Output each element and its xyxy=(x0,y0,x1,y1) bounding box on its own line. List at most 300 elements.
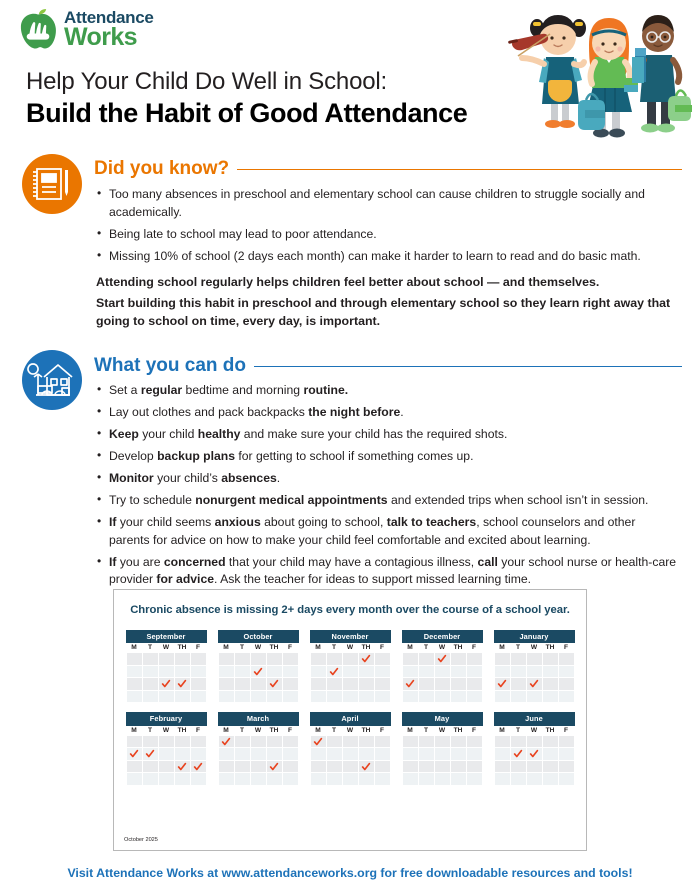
calendar-day-cell xyxy=(282,735,298,748)
calendar-day-cell xyxy=(218,748,234,761)
calendar-week-row xyxy=(310,760,390,773)
calendar-day-cell xyxy=(126,665,142,678)
check-icon xyxy=(175,761,190,773)
calendar-week-row xyxy=(218,735,298,748)
day-header: M xyxy=(494,643,510,653)
calendar-day-cell xyxy=(494,690,510,703)
calendar-day-cell xyxy=(126,678,142,691)
month-block xyxy=(310,630,391,703)
calendar-week-row xyxy=(218,665,298,678)
month-grid xyxy=(494,643,575,703)
calendar-day-cell xyxy=(142,690,158,703)
calendar-day-cell xyxy=(494,665,510,678)
calendar-day-cell xyxy=(190,653,206,666)
calendar-day-cell xyxy=(310,748,326,761)
brand-wordmark xyxy=(64,9,154,50)
month-block xyxy=(218,712,299,785)
did-you-know-body xyxy=(96,186,674,331)
page-title-line1: Help Your Child Do Well in School: xyxy=(26,68,387,95)
calendar-day-cell xyxy=(250,678,266,691)
calendar-day-cell xyxy=(158,760,174,773)
check-icon xyxy=(219,736,234,748)
logo-attendance-text: Attendance xyxy=(64,7,154,27)
calendar-week-row xyxy=(126,678,206,691)
calendar-week-row xyxy=(310,773,390,786)
month-grid xyxy=(310,643,391,703)
calendar-day-cell xyxy=(158,748,174,761)
calendar-day-cell xyxy=(418,760,434,773)
calendar-day-cell xyxy=(418,748,434,761)
calendar-day-cell xyxy=(342,748,358,761)
day-header: TH xyxy=(450,643,466,653)
check-icon xyxy=(311,736,326,748)
calendar-day-cell xyxy=(402,665,418,678)
calendar-day-cell xyxy=(158,735,174,748)
calendar-day-cell xyxy=(190,748,206,761)
calendar-week-row xyxy=(402,653,482,666)
calendar-day-cell xyxy=(418,773,434,786)
calendar-day-cell xyxy=(234,653,250,666)
calendar-week-row xyxy=(494,678,574,691)
calendar-day-cell xyxy=(466,678,482,691)
did-you-know-heading xyxy=(94,158,682,180)
calendar-day-cell xyxy=(402,735,418,748)
house-home-icon xyxy=(22,350,82,410)
list-item xyxy=(96,226,674,244)
calendar-day-cell xyxy=(558,653,574,666)
calendar-day-cell xyxy=(402,760,418,773)
month-name: October xyxy=(218,630,299,643)
check-icon xyxy=(527,678,542,690)
section-heading-text: Did you know? xyxy=(94,158,230,179)
calendar-day-cell xyxy=(218,773,234,786)
calendar-day-cell xyxy=(234,665,250,678)
calendar-day-cell xyxy=(326,748,342,761)
day-header: F xyxy=(558,643,574,653)
calendar-day-cell xyxy=(174,690,190,703)
calendar-day-cell xyxy=(542,748,558,761)
calendar-day-cell xyxy=(558,690,574,703)
list-item xyxy=(96,448,678,466)
calendar-day-cell xyxy=(450,748,466,761)
month-block xyxy=(494,630,575,703)
calendar-day-cell xyxy=(510,773,526,786)
check-icon xyxy=(511,748,526,760)
calendar-week-row xyxy=(218,760,298,773)
day-header: W xyxy=(526,726,542,736)
calendar-week-row xyxy=(494,760,574,773)
calendar-day-cell xyxy=(466,748,482,761)
day-header: W xyxy=(158,643,174,653)
calendar-week-row xyxy=(126,748,206,761)
calendar-day-cell xyxy=(234,760,250,773)
calendar-day-cell xyxy=(282,690,298,703)
calendar-day-cell xyxy=(266,690,282,703)
calendar-day-cell xyxy=(174,748,190,761)
calendar-day-cell xyxy=(158,773,174,786)
what-you-can-do-heading xyxy=(94,355,682,377)
calendar-day-cell xyxy=(510,690,526,703)
calendar-day-cell xyxy=(174,773,190,786)
calendar-day-cell xyxy=(450,735,466,748)
calendar-day-cell xyxy=(342,760,358,773)
calendar-day-cell xyxy=(510,653,526,666)
calendar-day-cell-absent xyxy=(174,760,190,773)
bullet-text: routine. xyxy=(303,383,349,397)
bullet-text: anxious xyxy=(214,515,261,529)
calendar-day-cell xyxy=(218,665,234,678)
calendar-day-cell xyxy=(542,653,558,666)
what-you-can-do-bullet-list xyxy=(96,382,678,589)
calendar-day-cell xyxy=(526,653,542,666)
month-name: November xyxy=(310,630,391,643)
day-header: T xyxy=(234,643,250,653)
calendar-day-cell xyxy=(342,653,358,666)
bullet-text: for getting to school if something comes up. xyxy=(235,449,474,463)
bullet-text: for advice xyxy=(156,572,214,586)
day-header: TH xyxy=(174,643,190,653)
what-you-can-do-body xyxy=(96,382,678,593)
calendar-day-cell xyxy=(342,665,358,678)
calendar-week-row xyxy=(310,748,390,761)
calendar-day-cell xyxy=(402,773,418,786)
calendar-day-cell xyxy=(310,653,326,666)
month-block xyxy=(494,712,575,785)
calendar-day-cell xyxy=(494,760,510,773)
day-header: W xyxy=(526,643,542,653)
calendar-day-cell xyxy=(542,690,558,703)
day-header: W xyxy=(158,726,174,736)
check-icon xyxy=(359,653,374,665)
calendar-day-cell xyxy=(282,748,298,761)
check-icon xyxy=(327,666,342,678)
day-header: TH xyxy=(542,726,558,736)
calendar-day-cell xyxy=(250,735,266,748)
month-grid xyxy=(310,726,391,786)
calendar-day-cell xyxy=(282,760,298,773)
month-block xyxy=(126,712,207,785)
calendar-day-cell xyxy=(466,690,482,703)
day-header: M xyxy=(218,643,234,653)
day-header: TH xyxy=(358,643,374,653)
bullet-text: concerned xyxy=(163,554,226,569)
calendar-day-cell xyxy=(250,653,266,666)
calendar-day-cell xyxy=(358,678,374,691)
calendar-day-cell xyxy=(142,735,158,748)
day-header: M xyxy=(126,643,142,653)
calendar-day-cell xyxy=(450,678,466,691)
calendar-day-cell xyxy=(342,773,358,786)
calendar-day-cell xyxy=(326,773,342,786)
notebook-pencil-icon xyxy=(22,154,82,214)
check-icon xyxy=(435,653,450,665)
bullet-text: that your child may have a contagious illness, xyxy=(225,554,478,569)
calendar-week-row xyxy=(126,773,206,786)
check-icon xyxy=(159,678,174,690)
calendar-day-cell xyxy=(418,690,434,703)
day-header: M xyxy=(310,643,326,653)
month-name: April xyxy=(310,712,391,725)
day-header: M xyxy=(402,726,418,736)
calendar-day-cell xyxy=(342,678,358,691)
calendar-day-cell xyxy=(174,735,190,748)
check-icon xyxy=(191,761,206,773)
calendar-day-cell xyxy=(402,690,418,703)
calendar-day-cell xyxy=(558,748,574,761)
calendar-day-cell xyxy=(526,735,542,748)
day-header: F xyxy=(190,643,206,653)
calendar-day-cell xyxy=(310,678,326,691)
list-item xyxy=(96,382,678,400)
kicker-line-2: Start building this habit in preschool and through elementary school so they learn right away that going to school on time, every day, is important. xyxy=(96,295,671,328)
calendar-day-cell xyxy=(266,665,282,678)
calendar-day-cell xyxy=(542,760,558,773)
calendar-day-cell-absent xyxy=(266,760,282,773)
calendar-day-cell xyxy=(126,690,142,703)
calendar-day-cell xyxy=(310,665,326,678)
calendar-day-cell xyxy=(558,735,574,748)
calendar-day-cell xyxy=(234,690,250,703)
calendar-week-row xyxy=(494,748,574,761)
calendar-week-row xyxy=(402,773,482,786)
calendar-day-cell xyxy=(250,773,266,786)
calendar-day-cell xyxy=(418,735,434,748)
calendar-month-row xyxy=(114,630,586,703)
bullet-text: healthy xyxy=(197,427,241,441)
bullet-text: . xyxy=(276,471,281,485)
month-block xyxy=(402,712,483,785)
calendar-day-cell xyxy=(434,773,450,786)
day-header: T xyxy=(418,726,434,736)
bullet-text: Develop xyxy=(109,449,158,463)
calendar-day-cell xyxy=(310,773,326,786)
day-header: T xyxy=(326,726,342,736)
calendar-title: Chronic absence is missing 2+ days every month over the course of a school year. xyxy=(130,604,570,616)
bullet-text: talk to teachers xyxy=(386,515,477,529)
calendar-day-cell xyxy=(234,748,250,761)
check-icon xyxy=(143,748,158,760)
calendar-day-cell xyxy=(374,665,390,678)
calendar-day-cell xyxy=(234,678,250,691)
day-header: M xyxy=(402,643,418,653)
bullet-text: and make sure your child has the required shots. xyxy=(240,427,508,441)
heading-rule xyxy=(254,366,682,367)
month-name: March xyxy=(218,712,299,725)
calendar-day-cell xyxy=(494,735,510,748)
list-item xyxy=(96,470,678,488)
calendar-day-cell-absent xyxy=(142,748,158,761)
calendar-week-row xyxy=(494,665,574,678)
day-header: T xyxy=(142,726,158,736)
bullet-text: your child’s xyxy=(153,471,222,485)
check-icon xyxy=(267,678,282,690)
calendar-day-cell-absent xyxy=(158,678,174,691)
calendar-day-cell-absent xyxy=(494,678,510,691)
kicker-line-1: Attending school regularly helps children feel better about school — and themselves. xyxy=(96,275,600,289)
list-item xyxy=(96,514,678,549)
month-name: June xyxy=(494,712,575,725)
day-header: M xyxy=(494,726,510,736)
list-item xyxy=(96,554,678,589)
day-header: W xyxy=(434,643,450,653)
three-students-illustration xyxy=(506,0,696,145)
bullet-text: bedtime and morning xyxy=(182,383,304,397)
bullet-text: your child seems xyxy=(116,515,215,529)
bullet-text: absences xyxy=(221,471,277,485)
calendar-day-cell xyxy=(142,773,158,786)
calendar-day-cell xyxy=(158,653,174,666)
calendar-day-cell xyxy=(374,735,390,748)
calendar-day-cell xyxy=(526,690,542,703)
calendar-day-cell xyxy=(434,760,450,773)
day-header: TH xyxy=(266,643,282,653)
month-name: September xyxy=(126,630,207,643)
bullet-text: the night before xyxy=(308,405,401,419)
month-block xyxy=(218,630,299,703)
calendar-day-cell xyxy=(402,748,418,761)
calendar-day-cell xyxy=(558,665,574,678)
calendar-day-cell-absent xyxy=(510,748,526,761)
day-header: TH xyxy=(266,726,282,736)
day-header: F xyxy=(190,726,206,736)
calendar-day-cell xyxy=(542,665,558,678)
calendar-day-cell-absent xyxy=(326,665,342,678)
calendar-day-cell xyxy=(282,678,298,691)
calendar-day-cell xyxy=(434,690,450,703)
calendar-week-row xyxy=(310,735,390,748)
calendar-day-cell xyxy=(174,653,190,666)
calendar-day-cell xyxy=(558,760,574,773)
day-header: F xyxy=(374,726,390,736)
day-header: T xyxy=(234,726,250,736)
bullet-text: your child xyxy=(138,427,198,441)
month-grid xyxy=(402,643,483,703)
calendar-day-cell xyxy=(234,735,250,748)
calendar-day-cell-absent xyxy=(174,678,190,691)
calendar-day-cell xyxy=(126,653,142,666)
check-icon xyxy=(359,761,374,773)
calendar-week-row xyxy=(126,653,206,666)
month-grid xyxy=(494,726,575,786)
month-name: May xyxy=(402,712,483,725)
bullet-text: call xyxy=(477,554,498,569)
check-icon xyxy=(175,678,190,690)
day-header: W xyxy=(342,643,358,653)
calendar-day-cell xyxy=(374,678,390,691)
calendar-day-cell xyxy=(374,690,390,703)
bullet-text: . xyxy=(400,405,404,419)
calendar-day-cell xyxy=(558,773,574,786)
calendar-day-cell xyxy=(466,735,482,748)
calendar-day-cell xyxy=(190,665,206,678)
list-item xyxy=(96,426,678,444)
calendar-day-cell xyxy=(494,773,510,786)
calendar-week-row xyxy=(494,773,574,786)
calendar-day-cell xyxy=(250,748,266,761)
calendar-day-cell xyxy=(342,690,358,703)
bullet-text: Keep xyxy=(109,427,139,441)
bullet-text: nonurgent medical appointments xyxy=(195,493,388,507)
day-header: F xyxy=(282,726,298,736)
day-header: TH xyxy=(174,726,190,736)
calendar-week-row xyxy=(218,773,298,786)
calendar-day-cell xyxy=(218,678,234,691)
calendar-week-row xyxy=(402,690,482,703)
day-header: T xyxy=(326,643,342,653)
calendar-day-cell-absent xyxy=(526,678,542,691)
day-header: TH xyxy=(450,726,466,736)
calendar-week-row xyxy=(310,678,390,691)
calendar-day-cell xyxy=(250,760,266,773)
month-block xyxy=(126,630,207,703)
calendar-day-cell xyxy=(250,690,266,703)
calendar-day-cell-absent xyxy=(126,748,142,761)
calendar-day-cell xyxy=(466,665,482,678)
calendar-day-cell xyxy=(266,735,282,748)
footer-link-text: Visit Attendance Works at www.attendanceworks.org for free downloadable resources and tools! xyxy=(67,866,633,880)
check-icon xyxy=(527,748,542,760)
calendar-day-cell xyxy=(358,735,374,748)
calendar-day-cell xyxy=(158,665,174,678)
calendar-day-cell xyxy=(266,748,282,761)
calendar-day-cell xyxy=(326,653,342,666)
calendar-day-cell xyxy=(126,735,142,748)
calendar-grid xyxy=(114,630,586,786)
list-item xyxy=(96,186,674,221)
calendar-day-cell xyxy=(450,760,466,773)
calendar-day-cell-absent xyxy=(402,678,418,691)
month-grid xyxy=(218,726,299,786)
bullet-text: Too many absences in preschool and elementary school can cause children to struggle socially and academically. xyxy=(109,187,645,219)
calendar-week-row xyxy=(402,760,482,773)
calendar-day-cell xyxy=(218,690,234,703)
calendar-day-cell-absent xyxy=(358,760,374,773)
calendar-day-cell xyxy=(190,678,206,691)
calendar-day-cell xyxy=(466,760,482,773)
brand-logo xyxy=(18,8,154,50)
calendar-day-cell xyxy=(310,690,326,703)
bullet-text: your school nurse or health-care provider xyxy=(109,554,677,586)
bullet-text: Lay out clothes and pack backpacks xyxy=(109,405,309,419)
day-header: F xyxy=(282,643,298,653)
calendar-day-cell xyxy=(190,773,206,786)
calendar-week-row xyxy=(310,653,390,666)
check-icon xyxy=(403,678,418,690)
calendar-day-cell-absent xyxy=(190,760,206,773)
bullet-text: you are xyxy=(116,554,164,569)
chronic-absence-calendar-panel xyxy=(113,589,587,851)
month-block xyxy=(310,712,391,785)
bullet-text: Set a xyxy=(109,383,141,397)
calendar-day-cell xyxy=(374,760,390,773)
calendar-day-cell xyxy=(126,760,142,773)
calendar-day-cell xyxy=(542,678,558,691)
calendar-week-row xyxy=(402,748,482,761)
calendar-day-cell-absent xyxy=(526,748,542,761)
calendar-week-row xyxy=(218,690,298,703)
calendar-day-cell xyxy=(326,760,342,773)
calendar-day-cell xyxy=(218,653,234,666)
month-name: February xyxy=(126,712,207,725)
publication-date: October 2025 xyxy=(124,837,158,843)
calendar-day-cell xyxy=(142,653,158,666)
calendar-day-cell xyxy=(142,678,158,691)
calendar-week-row xyxy=(310,690,390,703)
bullet-text: Monitor xyxy=(109,471,154,485)
calendar-day-cell xyxy=(142,665,158,678)
calendar-day-cell xyxy=(434,735,450,748)
calendar-week-row xyxy=(218,653,298,666)
